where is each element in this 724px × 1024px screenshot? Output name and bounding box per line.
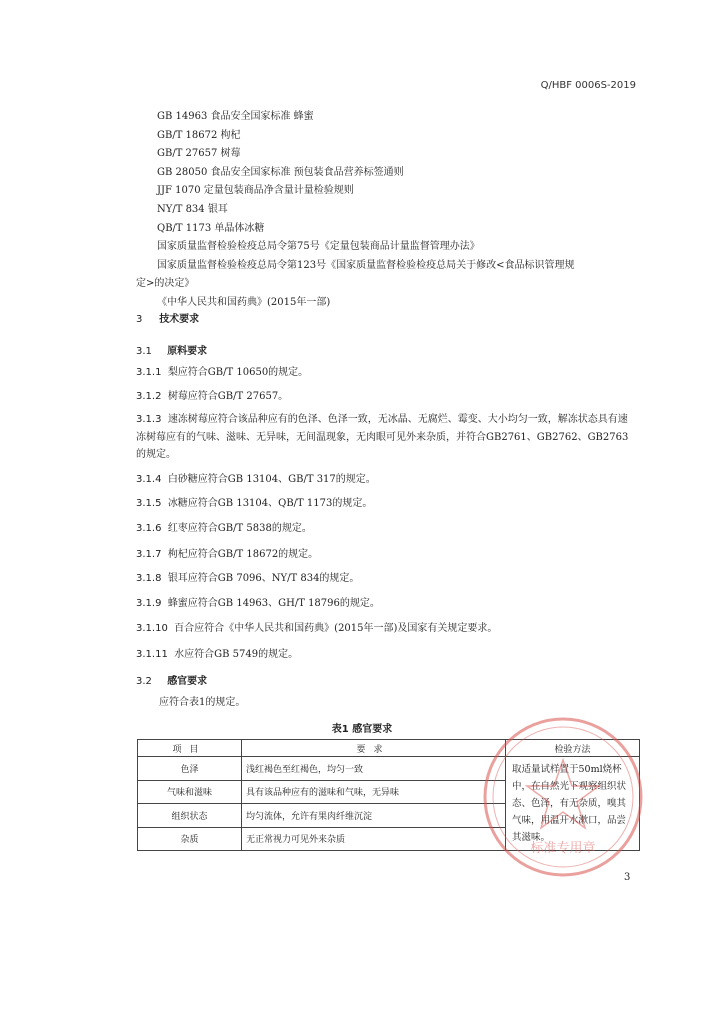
- reference-line: GB 28050 食品安全国家标准 预包装食品营养标签通则: [157, 166, 404, 178]
- section-number: 3: [136, 314, 143, 325]
- clause-text: 百合应符合《中华人民共和国药典》(2015年一部)及国家有关规定要求。: [174, 623, 498, 634]
- table-cell-requirement: 无正常视力可见外来杂质: [242, 827, 506, 851]
- clause-text: 红枣应符合GB/T 5838的规定。: [167, 523, 312, 534]
- reference-line: NY/T 834 银耳: [157, 203, 228, 215]
- clause-item: [136, 411, 634, 464]
- section-title: 原料要求: [167, 346, 208, 357]
- section-title: 感官要求: [167, 676, 208, 687]
- clause-text: 速冻树莓应符合该品种应有的色泽、色泽一致，无冰晶、无腐烂、霉变、大小均匀一致，解冻状态具有速冻树莓应有的气味、滋味、无异味，无间温现象，无肉眼可见外来杂质，并符合GB2761、GB2762、GB2763的规定。: [136, 414, 629, 461]
- reference-line: QB/T 1173 单晶体冰糖: [157, 222, 265, 234]
- clause-text: 蜂蜜应符合GB 14963、GH/T 18796的规定。: [167, 598, 380, 609]
- clause-number: 3.1.10: [136, 623, 168, 634]
- reference-line: GB/T 27657 树莓: [157, 148, 241, 160]
- clause-item: [136, 546, 634, 564]
- table-caption: 表1 感官要求: [331, 724, 393, 735]
- clause-number: 3.1.5: [136, 498, 162, 509]
- subsection-heading: [136, 672, 207, 687]
- reference-line: JJF 1070 定量包装商品净含量计量检验规则: [157, 185, 354, 197]
- column-header-method: 检验方法: [506, 740, 640, 757]
- table-cell-requirement: 浅红褐色至红褐色，均匀一致: [242, 757, 506, 781]
- clause-number: 3.1.9: [136, 598, 162, 609]
- table-cell-item: 色泽: [138, 757, 242, 781]
- reference-line: 国家质量监督检验检疫总局令第75号《定量包装商品计量监督管理办法》: [157, 241, 480, 253]
- clause-text: 白砂糖应符合GB 13104、GB/T 317的规定。: [167, 474, 376, 485]
- clause-number: 3.1.11: [136, 649, 168, 660]
- clause-number: 3.1.7: [136, 549, 162, 560]
- section-text: 应符合表1的规定。: [159, 697, 246, 708]
- clause-text: 冰糖应符合GB 13104、QB/T 1173的规定。: [167, 498, 373, 509]
- clause-item: [136, 495, 634, 513]
- clause-item: [136, 520, 634, 538]
- table-cell-item: 组织状态: [138, 804, 242, 828]
- column-header-requirement: 要求: [242, 740, 506, 757]
- reference-line: 《中华人民共和国药典》(2015年一部): [157, 296, 331, 308]
- section-title: 技术要求: [159, 314, 200, 325]
- clause-text: 树莓应符合GB/T 27657。: [167, 391, 289, 402]
- clause-item: [136, 620, 634, 638]
- reference-line: GB/T 18672 枸杞: [157, 129, 241, 141]
- official-seal-stamp: [478, 712, 648, 882]
- table-cell-method: 取适量试样置于50ml烧杯中，在自然光下观察组织状态、色泽，有无杂质，嗅其气味，用温开水漱口，品尝其滋味。: [506, 757, 640, 851]
- clause-number: 3.1.8: [136, 573, 162, 584]
- table-cell-item: 气味和滋味: [138, 780, 242, 804]
- clause-number: 3.1.2: [136, 391, 162, 402]
- reference-line: GB 14963 食品安全国家标准 蜂蜜: [157, 111, 314, 122]
- reference-line: 国家质量监督检验检疫总局令第123号《国家质量监督检验检疫总局关于修改<食品标识管理规: [157, 259, 575, 271]
- clause-number: 3.1.6: [136, 523, 162, 534]
- subsection-heading: [136, 342, 207, 357]
- section-number: 3.2: [136, 676, 152, 687]
- reference-line-continued: 定>的决定》: [136, 278, 195, 290]
- clause-number: 3.1.4: [136, 474, 162, 485]
- clause-number: 3.1.3: [136, 414, 162, 425]
- clause-item: [136, 570, 634, 588]
- svg-text:标准专用章: 标准专用章: [530, 841, 596, 856]
- column-header-item: 项目: [138, 740, 242, 757]
- document-code: Q/HBF 0006S-2019: [540, 80, 636, 91]
- page-number: 3: [624, 872, 631, 883]
- clause-item: [136, 471, 634, 489]
- table-cell-item: 杂质: [138, 827, 242, 851]
- section-number: 3.1: [136, 346, 152, 357]
- section-heading: [136, 310, 199, 325]
- table-cell-requirement: 具有该品种应有的滋味和气味，无异味: [242, 780, 506, 804]
- clause-text: 水应符合GB 5749的规定。: [174, 649, 299, 660]
- clause-text: 枸杞应符合GB/T 18672的规定。: [167, 549, 319, 560]
- table-cell-requirement: 均匀流体，允许有果肉纤维沉淀: [242, 804, 506, 828]
- clause-text: 银耳应符合GB 7096、NY/T 834的规定。: [167, 573, 360, 584]
- clause-item: [136, 388, 634, 406]
- clause-item: [136, 595, 634, 613]
- normative-references: [136, 108, 575, 313]
- clause-item: [136, 364, 634, 382]
- clause-text: 梨应符合GB/T 10650的规定。: [167, 367, 309, 378]
- clause-number: 3.1.1: [136, 367, 162, 378]
- clause-item: [136, 646, 634, 664]
